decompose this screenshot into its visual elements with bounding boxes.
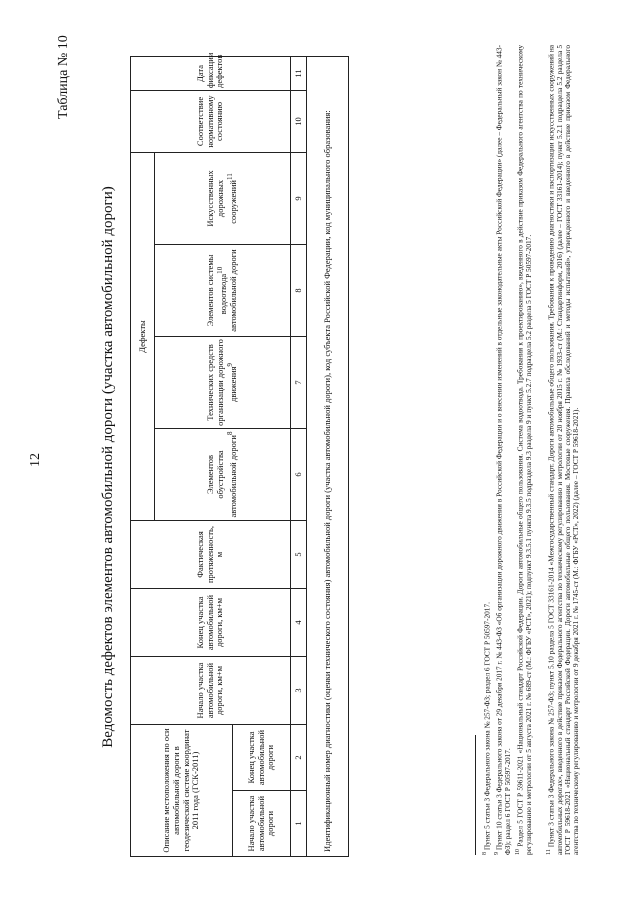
footnote: $^{10}$ Раздел 5 ГОСТ Р 59611-2021 «Национальный стандарт Российской Федерации. Дороги автомобильные общего пользования. Система водоотвода. Требования к проектированию», введенного в действие приказом Федерального агентства по техническому регулированию и метрологии от 5 августа 2021 г. № 689-ст (М.: ФГБУ «РСТ», 2021); подпункт 9.3.5.1 пункта 9.3.5 подраздела 9.3 раздела 9 и пункт 5.2.7 подраздела 5.2 раздела 5 ГОСТ Р 50597-2017.	[515, 44, 533, 855]
column-number: 1	[291, 791, 307, 857]
column-number: 7	[291, 337, 307, 429]
header-drainage: Элементов системы водоотвода$^{10}$ автомобильной дороги	[155, 245, 291, 337]
column-number: 9	[291, 152, 307, 244]
column-number: 4	[291, 589, 307, 657]
header-start-km: Начало участка автомобильной дороги, км+м	[131, 657, 291, 725]
page-number: 12	[28, 453, 43, 467]
header-date: Дата фиксации дефектов	[131, 56, 291, 90]
header-elements: Элементов обустройства автомобильной дороги$^8$	[155, 429, 291, 521]
header-defects-group: Дефекты	[131, 152, 155, 520]
header-location-group: Описание местоположения по оси автомобильной дороги в геодезической системе координат 2011 года (ГСК-2011)	[131, 725, 233, 857]
header-end-km: Конец участка автомобильной дороги, км+м	[131, 589, 291, 657]
column-number: 5	[291, 521, 307, 589]
footnote: $^{11}$ Пункт 3 статьи 3 Федерального закона № 257-ФЗ; пункт 5.10 раздела 5 ГОСТ 33161-2014 «Межгосударственный стандарт. Дороги автомобильные общего пользования. Требования к проведению диагностики и паспортизации искусственных сооружений на автомобильных дорогах», введенного в действие приказом Федерального агентства по техническому регулированию и метрологии от 20 ноября 2015 г. № 1933-ст (М.: Стандартинформ, 2016) (далее – ГОСТ 33161-2014); пункт 5.2.1 подраздела 5.2 раздела 5 ГОСТ Р 59618-2021 «Национальный стандарт Российской Федерации. Дороги автомобильные общего пользования. Мостовые сооружения. Правила обследований и методы испытаний», утвержденного и введенного в действие приказом Федерального агентства по техническому регулированию и метрологии от 9 декабря 2021 г. № 1745-ст (М.: ФГБУ «РСТ», 2022) (далее – ГОСТ Р 59618-2021).	[546, 45, 580, 855]
column-number: 6	[291, 429, 307, 521]
defects-table	[130, 52, 349, 857]
column-number: 3	[291, 657, 307, 725]
column-number: 11	[291, 56, 307, 90]
column-number: 8	[291, 245, 307, 337]
footnote: $^8$ Пункт 5 статьи 3 Федерального закона № 257-ФЗ; раздел 6 ГОСТ Р 50597-2017.	[482, 602, 492, 855]
table-caption-row: Идентификационный номер диагностики (оценки технического состояния) автомобильной дороги (участка автомобильной дороги), код субъекта Российской Федерации, код муниципального образования:	[307, 56, 349, 856]
table-number: Таблица № 10	[56, 35, 71, 119]
header-compliance: Соответствие нормативному состоянию	[131, 90, 291, 152]
column-number: 2	[291, 725, 307, 791]
header-start-point: Начало участка автомобильной дороги	[233, 791, 291, 857]
footnote: $^9$ Пункт 10 статьи 3 Федерального закона от 29 декабря 2017 г. № 443-ФЗ «Об организации дорожного движения в Российской Федерации и о внесении изменений в отдельные законодательные акты Российской Федерации» (далее – Федеральный закон № 443-ФЗ); раздел 6 ГОСТ Р 50597-2017.	[494, 45, 512, 855]
footnote-separator	[475, 735, 476, 855]
header-tech-means: Технических средств организации дорожного движения$^9$	[155, 337, 291, 429]
header-artificial-structures: Искусственных дорожных сооружений$^{11}$	[155, 152, 291, 244]
page-title: Ведомость дефектов элементов автомобильной дороги (участка автомобильной дороги)	[100, 186, 116, 748]
header-length: Фактическая протяженность, м	[131, 521, 291, 589]
header-end-point: Конец участка автомобильной дороги	[233, 725, 291, 791]
column-number: 10	[291, 90, 307, 152]
